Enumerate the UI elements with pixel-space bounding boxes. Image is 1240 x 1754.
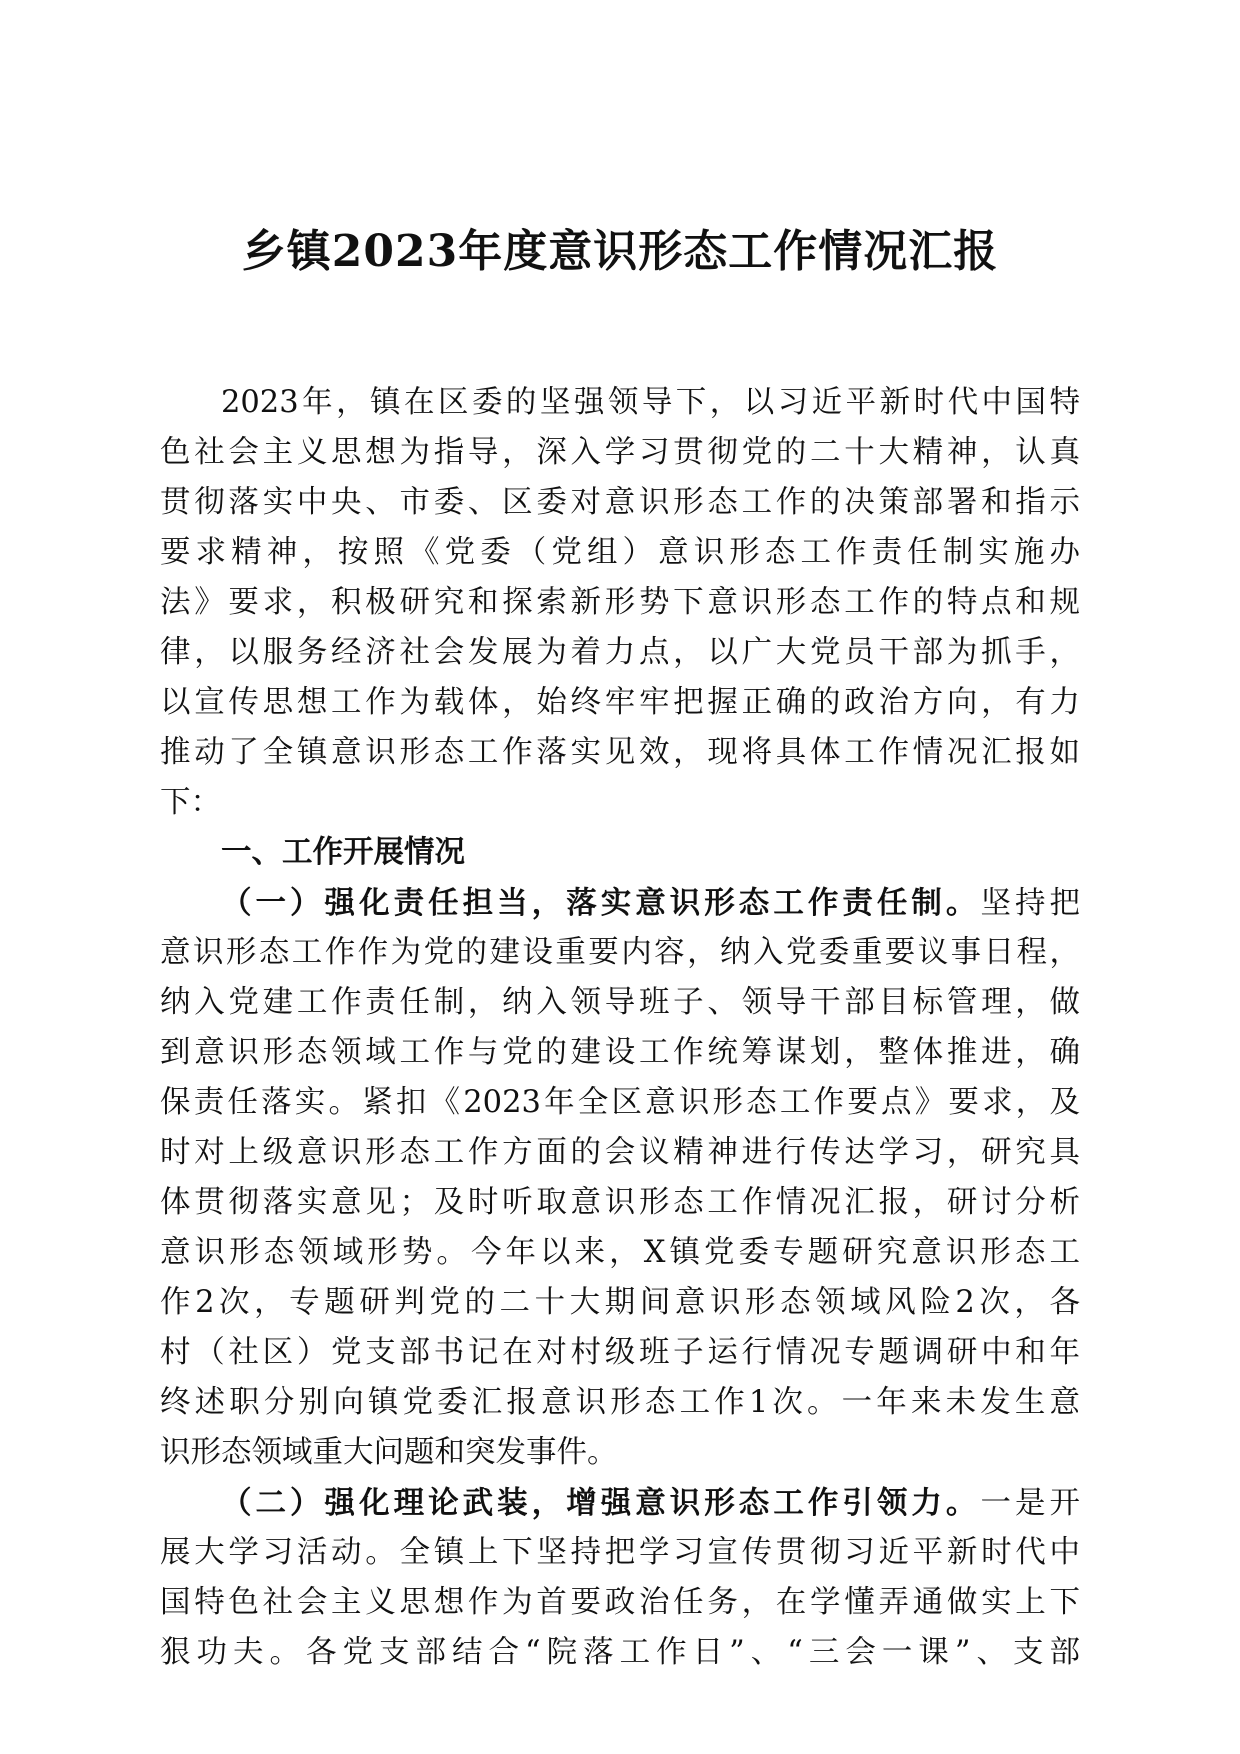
subsection-1-line: 作2次，专题研判党的二十大期间意识形态领域风险2次，各 xyxy=(160,1285,1080,1320)
subsection-1-first-line xyxy=(160,878,1080,928)
intro-line: 以宣传思想工作为载体，始终牢牢把握正确的政治方向，有力 xyxy=(160,685,1080,720)
subsection-1-line: 识形态领域重大问题和突发事件。 xyxy=(160,1435,618,1470)
subsection-2-first-tail: 一是开 xyxy=(980,1486,1081,1521)
intro-line: 2023年，镇在区委的坚强领导下，以习近平新时代中国特 xyxy=(221,385,1080,420)
intro-line: 色社会主义思想为指导，深入学习贯彻党的二十大精神，认真 xyxy=(160,435,1080,470)
subsection-2-line: 展大学习活动。全镇上下坚持把学习宣传贯彻习近平新时代中 xyxy=(160,1535,1080,1570)
subsection-2-line: 国特色社会主义思想作为首要政治任务，在学懂弄通做实上下 xyxy=(160,1585,1080,1620)
subsection-1-line: 时对上级意识形态工作方面的会议精神进行传达学习，研究具 xyxy=(160,1135,1080,1170)
subsection-1-lead: （一）强化责任担当，落实意识形态工作责任制。 xyxy=(221,885,981,921)
intro-line: 法》要求，积极研究和探索新形势下意识形态工作的特点和规 xyxy=(160,585,1080,620)
intro-paragraph xyxy=(160,378,1080,828)
intro-line: 要求精神，按照《党委（党组）意识形态工作责任制实施办 xyxy=(160,535,1080,570)
subsection-1-line: 村（社区）党支部书记在对村级班子运行情况专题调研中和年 xyxy=(160,1335,1080,1370)
subsection-2-first-line xyxy=(160,1478,1080,1528)
subsection-1-first-tail: 坚持把 xyxy=(980,886,1081,921)
document-body xyxy=(160,378,1080,1678)
subsection-1-line: 意识形态工作作为党的建设重要内容，纳入党委重要议事日程， xyxy=(160,935,1080,970)
subsection-1-paragraph xyxy=(160,878,1080,1478)
intro-line: 贯彻落实中央、市委、区委对意识形态工作的决策部署和指示 xyxy=(160,485,1080,520)
intro-line: 律，以服务经济社会发展为着力点，以广大党员干部为抓手， xyxy=(160,635,1080,670)
subsection-2-line: 狠功夫。各党支部结合“院落工作日”、“三会一课”、支部 xyxy=(160,1635,1080,1670)
intro-line: 下： xyxy=(160,785,221,820)
intro-line: 推动了全镇意识形态工作落实见效，现将具体工作情况汇报如 xyxy=(160,735,1080,770)
subsection-1-line: 到意识形态领域工作与党的建设工作统筹谋划，整体推进，确 xyxy=(160,1035,1080,1070)
subsection-1-line: 保责任落实。紧扣《2023年全区意识形态工作要点》要求，及 xyxy=(160,1085,1080,1120)
document-title: 乡镇2023年度意识形态工作情况汇报 xyxy=(241,226,999,277)
subsection-1-line: 体贯彻落实意见；及时听取意识形态工作情况汇报，研讨分析 xyxy=(160,1185,1080,1220)
subsection-1-line: 终述职分别向镇党委汇报意识形态工作1次。一年来未发生意 xyxy=(160,1385,1080,1420)
subsection-2-paragraph xyxy=(160,1478,1080,1678)
subsection-1-line: 意识形态领域形势。今年以来，X镇党委专题研究意识形态工 xyxy=(160,1235,1080,1270)
subsection-1-line: 纳入党建工作责任制，纳入领导班子、领导干部目标管理，做 xyxy=(160,985,1080,1020)
subsection-2-lead: （二）强化理论武装，增强意识形态工作引领力。 xyxy=(221,1485,981,1521)
section-heading: 一、工作开展情况 xyxy=(221,835,465,870)
